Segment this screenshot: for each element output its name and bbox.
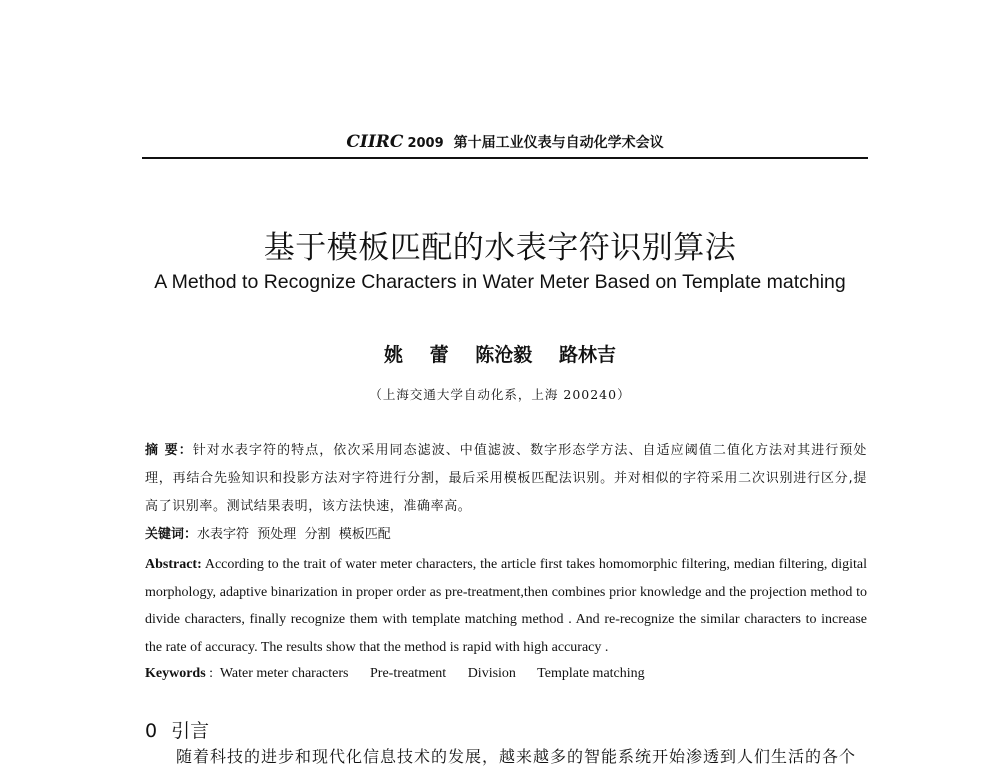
abstract-english-text: According to the trait of water meter characters, the article first takes homomorphic filtering, median filtering, digital morphology, adaptive binarization in proper order as pre-treatment,then combines prior knowledge and the projection method to divide characters, finally recognize them with template matching method . And re-recognize the similar characters to increase the rate of accuracy. The results show that the method is rapid with high accuracy . [145,557,867,655]
author-name: 姚 蕾 [384,344,449,366]
conference-logo: CIIRC [346,132,404,152]
keywords-english-separator: : [205,666,217,681]
keywords-english [145,662,867,686]
section-number: 0 [145,720,158,742]
title-english: A Method to Recognize Characters in Water Meter Based on Template matching [154,271,846,293]
keywords-chinese [145,523,867,547]
abstract-english-label: Abstract: [145,557,202,572]
keyword-term: Water meter characters [219,666,349,681]
abstract-english [145,551,867,661]
header-rule [142,157,868,159]
keyword-term: Pre-treatment [370,666,447,681]
section-heading [145,716,209,743]
keywords-chinese-terms: 水表字符 预处理 分割 模板匹配 [197,527,391,542]
author-name: 陈沧毅 [475,344,533,366]
authors [0,340,1000,367]
title-chinese: 基于模板匹配的水表字符识别算法 [263,230,737,266]
author-name: 路林吉 [558,344,616,366]
keyword-term: Template matching [537,666,645,681]
keywords-chinese-label: 关键词： [145,527,198,542]
keywords-english-label: Keywords [145,666,206,681]
affiliation: （上海交通大学自动化系，上海 200240） [369,387,631,402]
body-paragraph: 随着科技的进步和现代化信息技术的发展，越来越多的智能系统开始渗透到人们生活的各个 [176,747,857,766]
keyword-term: Division [467,666,516,681]
conference-name: 第十届工业仪表与自动化学术会议 [453,135,664,151]
conference-year: 2009 [407,136,444,151]
section-title: 引言 [171,720,210,742]
conference-header [142,132,868,158]
abstract-chinese [145,437,867,521]
abstract-chinese-label: 摘 要： [145,443,193,458]
abstract-chinese-text: 针对水表字符的特点，依次采用同态滤波、中值滤波、数字形态学方法、自适应阈值二值化方法对其进行预处理，再结合先验知识和投影方法对字符进行分割，最后采用模板匹配法识别。并对相似的字符采用二次识别进行区分,提高了识别率。测试结果表明，该方法快速，准确率高。 [145,443,867,514]
